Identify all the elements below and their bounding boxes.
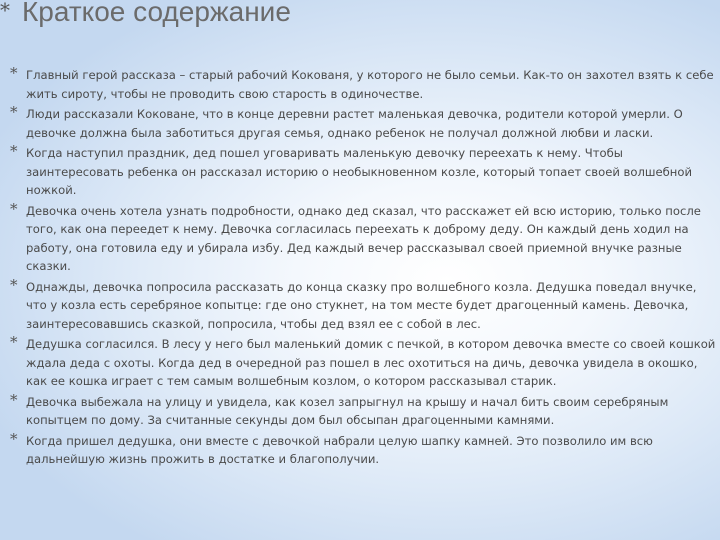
bullet-text: Однажды, девочка попросила рассказать до конца сказку про волшебного козла. Дедушка поведал внучке, что у козла есть серебряное копытце: где оно стукнет, на том месте будет драгоценный камень. Девочка, заинтересовавшись сказкой, попросила, чтобы дед взял ее с собой в лес.: [26, 279, 697, 331]
bullet-text: Когда пришел дедушка, они вместе с девочкой набрали целую шапку камней. Это позволило им всю дальнейшую жизнь прожить в достатке и благополучии.: [26, 433, 653, 466]
bullet-text: Девочка очень хотела узнать подробности, однако дед сказал, что расскажет ей всю историю, только после того, как она переедет к нему. Девочка согласилась переехать к доброму деду. Он каждый день ходил на работу, она готовила еду и убирала избу. Дед каждый вечер рассказывал своей приемной внучке разные сказки.: [26, 203, 701, 273]
bullet-item: [10, 66, 716, 103]
bullet-star-icon: *: [10, 103, 18, 121]
bullet-text: Главный герой рассказа – старый рабочий Кокованя, у которого не было семьи. Как-то он захотел взять к себе жить сироту, чтобы не проводить свою старость в одиночестве.: [26, 68, 714, 101]
bullet-item: [10, 335, 716, 391]
bullet-star-icon: *: [10, 390, 18, 409]
bullet-text: Когда наступил праздник, дед пошел уговаривать маленькую девочку переехать к нему. Чтобы заинтересовать ребенка он рассказал историю о необыкновенном козле, который топает своей волшебной ножкой.: [26, 146, 692, 197]
bullet-item: [10, 105, 716, 142]
bullet-item: [10, 390, 716, 430]
bullet-item: [10, 429, 716, 469]
title-row: [0, 0, 291, 36]
bullet-star-icon: *: [10, 429, 18, 448]
bullet-list: [10, 66, 716, 471]
bullet-star-icon: *: [10, 333, 18, 351]
bullet-star-icon: *: [10, 199, 18, 218]
bullet-text: Люди рассказали Коковане, что в конце деревни растет маленькая девочка, родители которой умерли. О девочке должна была заботиться другая семья, однако ребенок не получал должной любви и ласки.: [26, 107, 683, 140]
bullet-star-icon: *: [10, 142, 18, 160]
bullet-star-icon: *: [10, 64, 18, 82]
bullet-item: [10, 275, 716, 334]
title-bullet-star-icon: *: [0, 0, 10, 22]
bullet-text: Девочка выбежала на улицу и увидела, как козел запрыгнул на крышу и начал бить своим серебряным копытцем по дому. За считанные секунды дом был обсыпан драгоценными камнями.: [26, 394, 669, 427]
slide-title: Краткое содержание: [22, 0, 291, 27]
bullet-item: [10, 144, 716, 200]
bullet-text: Дедушка согласился. В лесу у него был маленький домик с печкой, в котором девочка вместе со своей кошкой ждала деда с охоты. Когда дед в очередной раз пошел в лес охотиться на дичь, девочка увидела в окошко, как ее кошка играет с тем самым волшебным козлом, о котором рассказывал старик.: [26, 337, 716, 388]
bullet-item: [10, 199, 716, 276]
bullet-star-icon: *: [10, 275, 18, 294]
